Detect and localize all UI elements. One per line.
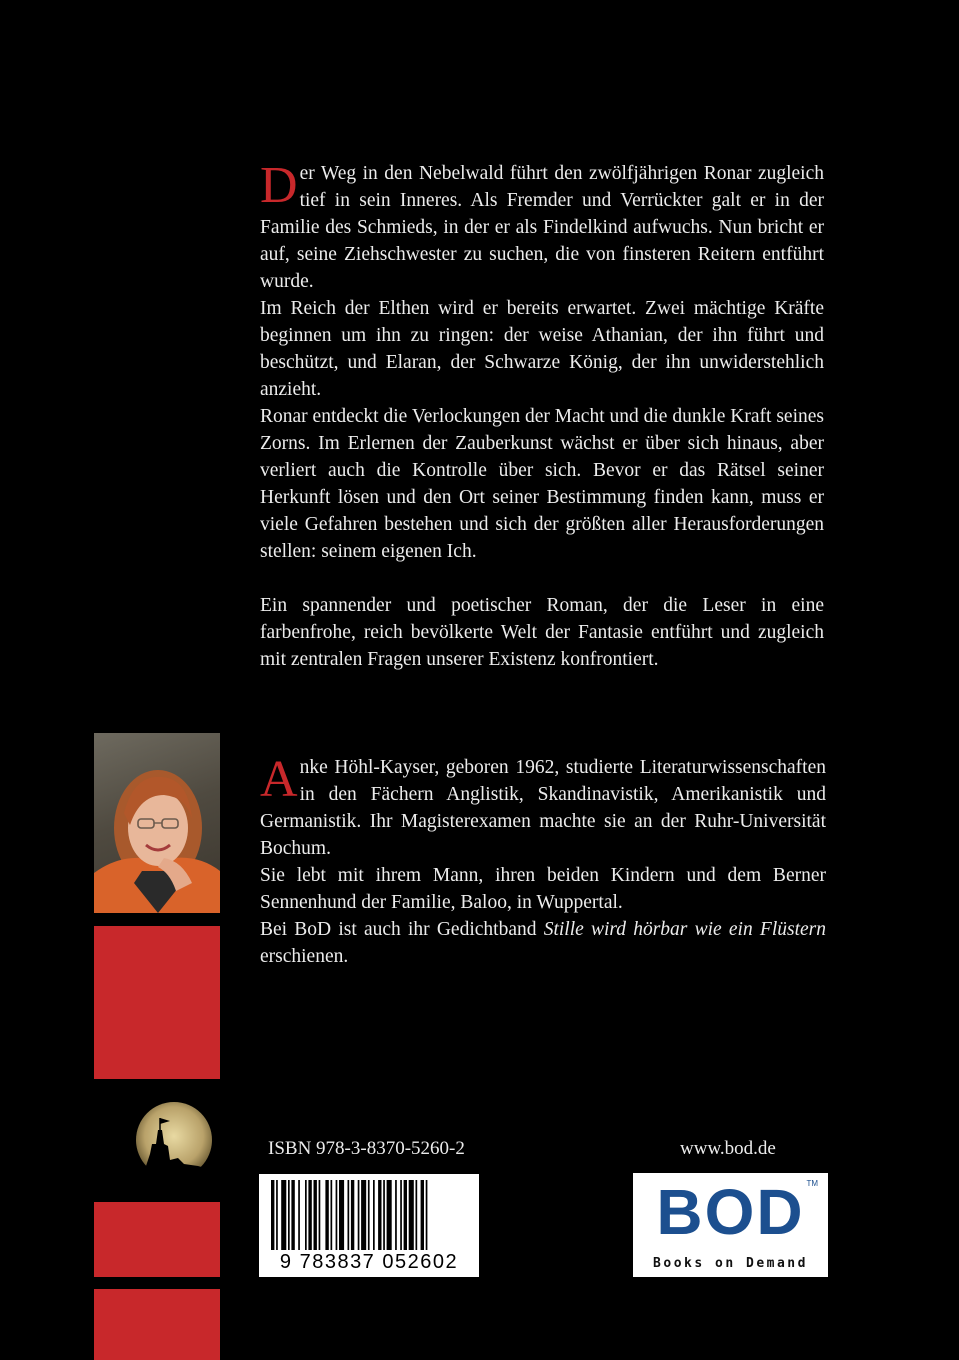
bod-logo-letters: BOD (656, 1176, 805, 1248)
barcode-bar (276, 1180, 278, 1250)
barcode-bar (400, 1180, 402, 1250)
author-paragraph-2: Sie lebt mit ihrem Mann, ihren beiden Kindern und dem Berner Sennenhund der Familie, Baloo, in Wuppertal. (260, 865, 826, 913)
publisher-url[interactable]: www.bod.de (680, 1138, 776, 1159)
bod-logo (633, 1173, 828, 1277)
barcode-bar (421, 1180, 424, 1250)
barcode-bar (361, 1180, 366, 1250)
author-bio (260, 751, 826, 970)
author-photo (94, 733, 220, 913)
red-block-top (94, 926, 220, 1079)
barcode-bar (331, 1180, 333, 1250)
author-paragraph-3 (260, 916, 826, 970)
barcode-bar (281, 1180, 286, 1250)
bod-trademark: TM (806, 1179, 818, 1188)
barcode-bar (325, 1180, 328, 1250)
blurb-text (260, 157, 824, 673)
isbn-label: ISBN 978-3-8370-5260-2 (268, 1138, 465, 1159)
blurb-paragraph-1 (260, 157, 824, 295)
barcode-bars-icon (259, 1180, 479, 1260)
blurb-paragraph-3: Ronar entdeckt die Verlockungen der Macht und die dunkle Kraft seines Zorns. Im Erlernen der Zauberkunst wächst er über sich hinaus, aber verliert auch die Kontrolle über sich. Bevor er das Rätsel seiner Herkunft lösen und den Ort seiner Bestimmung finden kann, muss er viele Gefahren bestehen und sich der größten aller Herausforderungen stellen: seinem eigenen Ich. (260, 406, 824, 562)
blurb-paragraph-1-text: er Weg in den Nebelwald führt den zwölfjährigen Ronar zugleich tief in sein Inneres. Als Fremder und Verrückter galt er in der Familie des Schmieds, in der er als Findelkind aufwuchs. Nun bricht er auf, seine Ziehschwester zu suchen, die von finsteren Reitern entführt wurde. (260, 163, 824, 292)
author-portrait-illustration (94, 733, 220, 913)
barcode-bar (404, 1180, 407, 1250)
red-block-bottom (94, 1289, 220, 1360)
barcode-bar (351, 1180, 354, 1250)
barcode-bar (395, 1180, 397, 1250)
author-paragraph-1 (260, 751, 826, 862)
barcode-bar (387, 1180, 392, 1250)
barcode-bar (348, 1180, 350, 1250)
barcode-bar (339, 1180, 344, 1250)
barcode-bar (308, 1180, 311, 1250)
barcode-bar (271, 1180, 274, 1250)
author-paragraph-1-text: nke Höhl-Kayser, geboren 1962, studierte Literaturwissenschaften in den Fächern Anglistik, Skandinavistik, Amerikanistik und Germanistik. Ihr Magisterexamen machte sie an der Ruhr-Universität Bochum. (260, 757, 826, 859)
barcode-bar (336, 1180, 338, 1250)
barcode-bar (368, 1180, 370, 1250)
author-paragraph-3-prefix: Bei BoD ist auch ihr Gedichtband (260, 919, 544, 940)
red-block-middle (94, 1202, 220, 1277)
barcode-bar (305, 1180, 307, 1250)
barcode-bar (378, 1180, 381, 1250)
blurb-dropcap: D (260, 157, 298, 214)
blurb-paragraph-2: Im Reich der Elthen wird er bereits erwartet. Zwei mächtige Kräfte beginnen um ihn zu ringen: der weise Athanian, der ihn führt und beschützt, und Elaran, der Schwarze König, der ihn unwiderstehlich anzieht. (260, 298, 824, 400)
moon-castle-illustration (94, 1100, 220, 1190)
blurb-paragraph-4: Ein spannender und poetischer Roman, der die Leser in eine farbenfrohe, reich bevölkerte Welt der Fantasie entführt und zugleich mit zentralen Fragen unserer Existenz konfrontiert. (260, 595, 824, 670)
bod-logo-tagline: Books on Demand (653, 1256, 808, 1271)
moon-icon (94, 1100, 220, 1190)
barcode-bar (416, 1180, 418, 1250)
barcode-bar (358, 1180, 360, 1250)
barcode-bar (426, 1180, 428, 1250)
barcode-bar (383, 1180, 385, 1250)
author-book-title: Stille wird hörbar wie ein Flüstern (543, 919, 826, 940)
barcode-bar (288, 1180, 290, 1250)
barcode-bar (373, 1180, 375, 1250)
isbn-barcode (259, 1174, 479, 1277)
barcode-bar (314, 1180, 317, 1250)
barcode-bar (298, 1180, 300, 1250)
author-dropcap: A (260, 751, 298, 808)
barcode-bar (291, 1180, 294, 1250)
barcode-bar (319, 1180, 321, 1250)
barcode-bar (409, 1180, 414, 1250)
author-paragraph-3-suffix: erschienen. (260, 946, 349, 967)
barcode-digits: 9 783837 052602 (279, 1251, 459, 1273)
